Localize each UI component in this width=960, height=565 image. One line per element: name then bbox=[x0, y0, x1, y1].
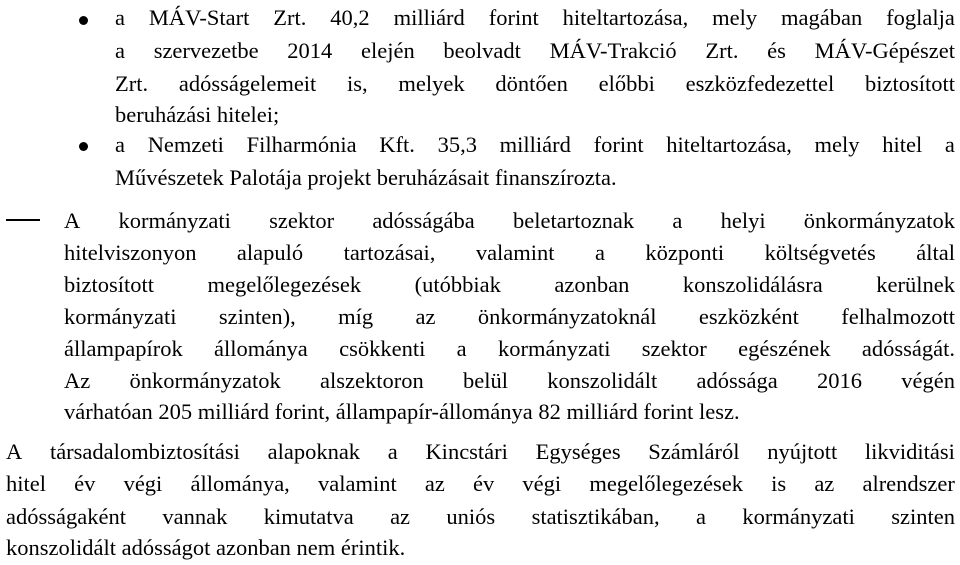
word: a bbox=[115, 5, 125, 30]
bullet-icon bbox=[79, 142, 88, 151]
word: önkormányzatok bbox=[129, 368, 281, 393]
word: A bbox=[6, 439, 23, 464]
word: az bbox=[415, 304, 436, 329]
word: által bbox=[916, 240, 955, 265]
word: is bbox=[771, 471, 787, 496]
word: azonban bbox=[554, 272, 630, 297]
word: kormányzati bbox=[118, 208, 231, 233]
word: alapuló bbox=[236, 240, 304, 265]
word: előbbi bbox=[598, 71, 655, 96]
text-line bbox=[115, 134, 955, 160]
word: hitel bbox=[882, 132, 923, 157]
text-line bbox=[64, 370, 955, 396]
word: valamint bbox=[475, 240, 555, 265]
word: kormányzati bbox=[64, 304, 177, 329]
text-line bbox=[64, 242, 955, 268]
text-line bbox=[115, 7, 955, 33]
text-line bbox=[64, 401, 740, 427]
word: az bbox=[814, 471, 835, 496]
word: a bbox=[594, 240, 605, 265]
word: melyek bbox=[398, 71, 465, 96]
word: kimutatva bbox=[263, 504, 354, 529]
word: magában bbox=[781, 5, 863, 30]
word: év bbox=[74, 471, 96, 496]
text-line bbox=[115, 73, 955, 99]
word: 40,2 bbox=[330, 5, 370, 30]
word: a bbox=[672, 208, 683, 233]
word: Az bbox=[64, 368, 91, 393]
word: állománya, bbox=[190, 471, 290, 496]
word: Kft. bbox=[379, 132, 415, 157]
word: elején bbox=[360, 38, 415, 63]
word: az bbox=[390, 504, 411, 529]
word: biztosított bbox=[865, 71, 955, 96]
text-line bbox=[115, 104, 279, 130]
dash-marker bbox=[6, 219, 40, 221]
text-fragment: Művészetek Palotája projekt beruházásait finanszírozta. bbox=[115, 165, 617, 190]
word: (utóbbiak bbox=[414, 272, 501, 297]
word: végi bbox=[123, 471, 163, 496]
word: tartozásai, bbox=[343, 240, 436, 265]
word: Kincstári bbox=[425, 439, 508, 464]
word: és bbox=[767, 38, 786, 63]
word: év bbox=[473, 471, 495, 496]
word: adósságaként bbox=[6, 504, 126, 529]
word: míg bbox=[338, 304, 374, 329]
word: beolvadt bbox=[443, 38, 521, 63]
word: Számláról bbox=[648, 439, 740, 464]
word: a bbox=[115, 38, 125, 63]
text-line bbox=[6, 537, 405, 563]
word: biztosított bbox=[64, 272, 154, 297]
word: A bbox=[64, 208, 81, 233]
text-line bbox=[64, 274, 955, 300]
word: a bbox=[944, 132, 955, 157]
word: vannak bbox=[162, 504, 228, 529]
word: 2014 bbox=[287, 38, 333, 63]
bullet-icon bbox=[79, 16, 88, 25]
word: megelőlegezések bbox=[589, 471, 743, 496]
word: megelőlegezések bbox=[207, 272, 362, 297]
word: MÁV-Gépészet bbox=[814, 38, 955, 63]
word: szinten bbox=[891, 504, 955, 529]
text-fragment: beruházási hitelei; bbox=[115, 102, 280, 127]
word: a bbox=[387, 439, 398, 464]
word: alszektoron bbox=[320, 368, 424, 393]
word: Zrt. bbox=[273, 5, 307, 30]
word: alapoknak bbox=[267, 439, 361, 464]
word: hitelviszonyon bbox=[64, 240, 197, 265]
word: állampapírok bbox=[64, 336, 183, 361]
word: önkormányzatoknál bbox=[477, 304, 657, 329]
text-line bbox=[6, 441, 955, 467]
word: a bbox=[115, 132, 125, 157]
word: az bbox=[424, 471, 445, 496]
word: csökkenti bbox=[339, 336, 426, 361]
word: állománya bbox=[214, 336, 308, 361]
word: szinten), bbox=[218, 304, 296, 329]
word: eszközfedezettel bbox=[685, 71, 835, 96]
word: nyújtott bbox=[767, 439, 838, 464]
text-line bbox=[115, 167, 617, 193]
word: végi bbox=[522, 471, 562, 496]
word: egészének bbox=[738, 336, 831, 361]
word: felhalmozott bbox=[841, 304, 955, 329]
word: mely bbox=[814, 132, 860, 157]
text-fragment: konszolidált adósságot azonban nem érintik. bbox=[6, 535, 406, 560]
word: alrendszer bbox=[862, 471, 955, 496]
word: Zrt. bbox=[705, 38, 739, 63]
word: milliárd bbox=[393, 5, 465, 30]
word: a bbox=[456, 336, 467, 361]
word: eszközként bbox=[698, 304, 799, 329]
word: költségvetés bbox=[764, 240, 876, 265]
word: önkormányzatok bbox=[803, 208, 955, 233]
word: belül bbox=[462, 368, 508, 393]
word: központi bbox=[645, 240, 725, 265]
word: kormányzati bbox=[497, 336, 611, 361]
word: adósságába bbox=[372, 208, 475, 233]
text-fragment: várhatóan 205 milliárd forint, állampapír-állománya 82 milliárd forint lesz. bbox=[64, 399, 740, 424]
word: adósságelemeit bbox=[178, 71, 317, 96]
word: Nemzeti bbox=[147, 132, 224, 157]
word: beletartoznak bbox=[512, 208, 635, 233]
word: MÁV-Trakció bbox=[549, 38, 677, 63]
word: adóssága bbox=[696, 368, 778, 393]
word: 35,3 bbox=[437, 132, 477, 157]
word: a bbox=[696, 504, 707, 529]
word: 2016 bbox=[817, 368, 862, 393]
text-line bbox=[6, 506, 955, 532]
word: valamint bbox=[317, 471, 397, 496]
word: statisztikában, bbox=[531, 504, 660, 529]
word: likviditási bbox=[864, 439, 955, 464]
word: milliárd bbox=[499, 132, 571, 157]
word: uniós bbox=[446, 504, 496, 529]
text-line bbox=[64, 210, 955, 236]
word: foglalja bbox=[886, 5, 955, 30]
word: forint bbox=[593, 132, 644, 157]
word: szektor bbox=[269, 208, 335, 233]
text-line bbox=[115, 40, 955, 66]
word: döntően bbox=[495, 71, 568, 96]
word: forint bbox=[488, 5, 539, 30]
text-line bbox=[64, 306, 955, 332]
word: helyi bbox=[720, 208, 766, 233]
word: szektor bbox=[641, 336, 707, 361]
word: Egységes bbox=[535, 439, 621, 464]
word: szervezetbe bbox=[153, 38, 259, 63]
word: Filharmónia bbox=[246, 132, 357, 157]
word: konszolidált bbox=[547, 368, 658, 393]
word: kerülnek bbox=[876, 272, 955, 297]
word: adósságát. bbox=[861, 336, 955, 361]
word: hiteltartozása, bbox=[666, 132, 792, 157]
text-line bbox=[6, 473, 955, 499]
word: Zrt. bbox=[115, 71, 149, 96]
word: társadalombiztosítási bbox=[49, 439, 240, 464]
word: is, bbox=[347, 71, 368, 96]
text-line bbox=[64, 338, 955, 364]
word: végén bbox=[901, 368, 955, 393]
word: kormányzati bbox=[742, 504, 855, 529]
word: hiteltartozása, bbox=[562, 5, 689, 30]
word: konszolidálásra bbox=[682, 272, 823, 297]
word: mely bbox=[712, 5, 758, 30]
word: MÁV-Start bbox=[148, 5, 250, 30]
word: hitel bbox=[6, 471, 46, 496]
